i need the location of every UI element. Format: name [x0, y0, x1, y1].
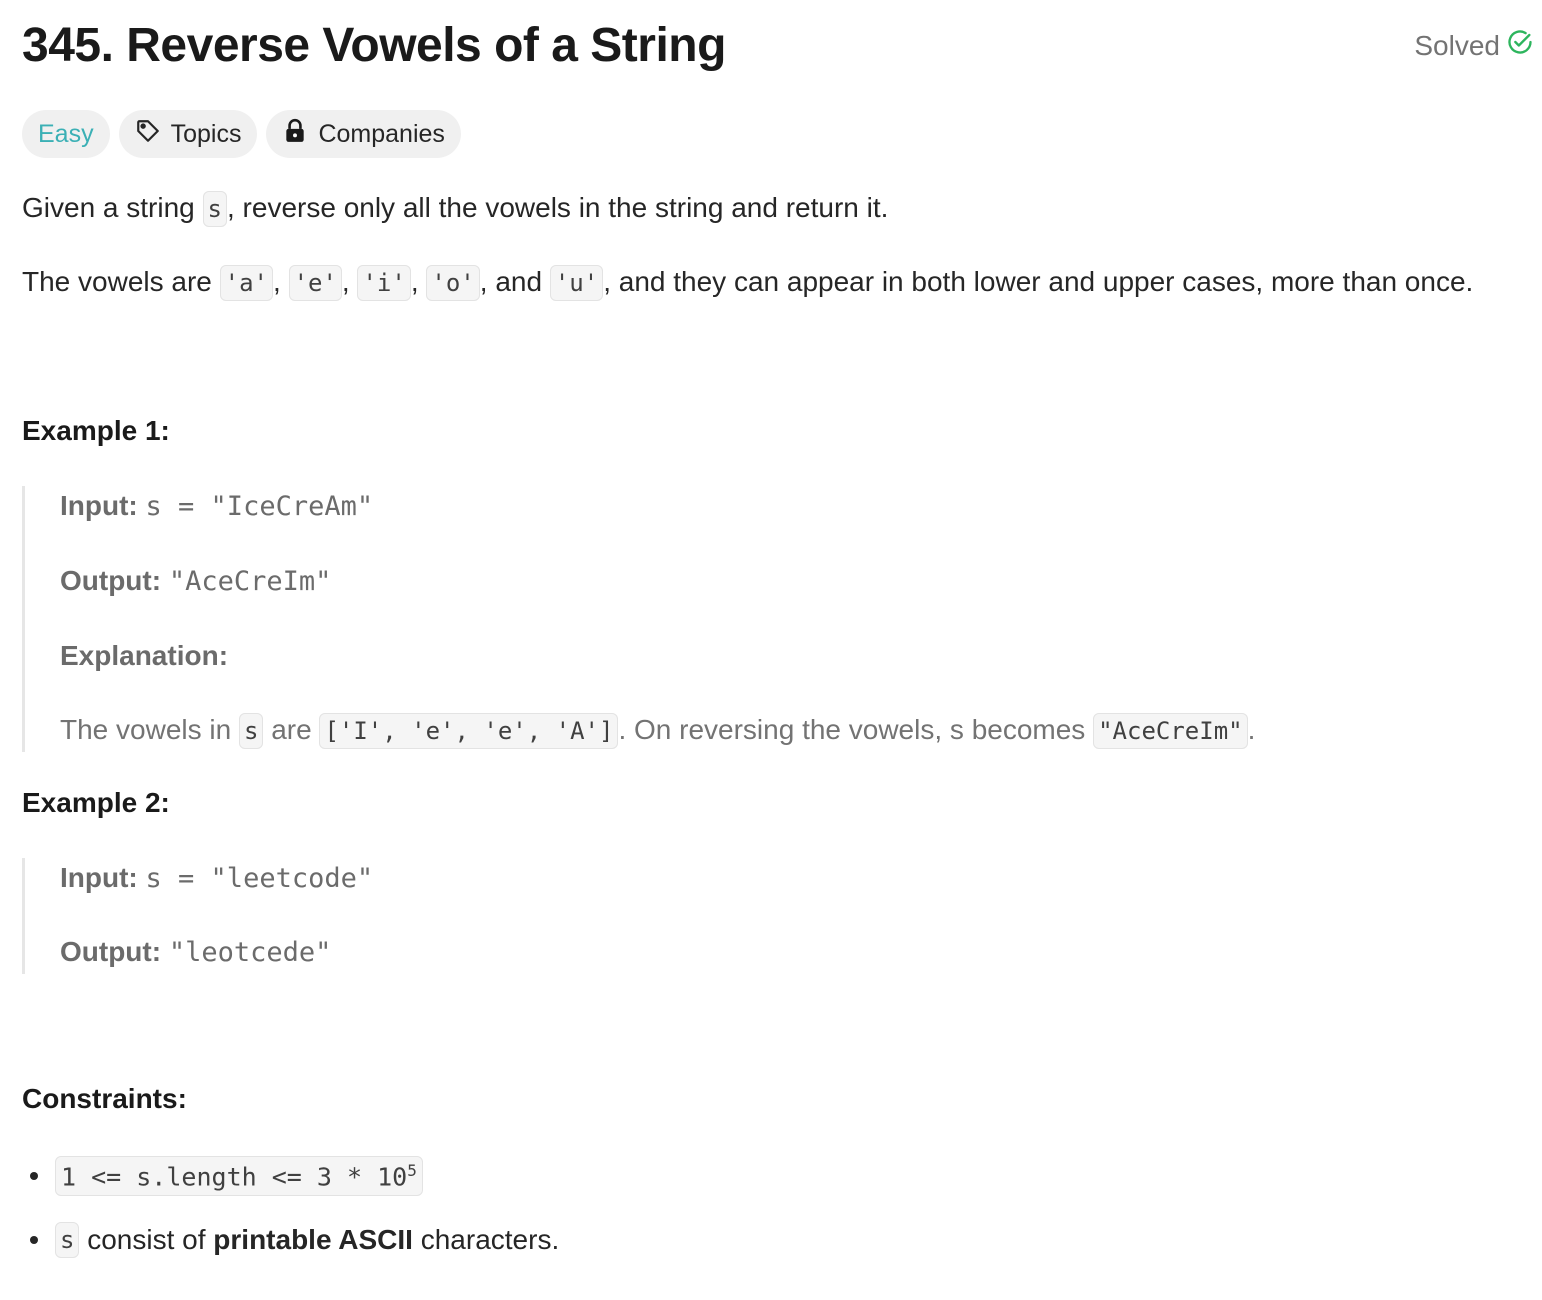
example-2-output [60, 936, 331, 968]
text: The vowels are [22, 266, 220, 297]
solved-label: Solved [1414, 29, 1500, 61]
example-1-block [22, 486, 1256, 752]
input-value: s = "IceCreAm" [145, 491, 374, 522]
bold-text: printable ASCII [213, 1224, 413, 1255]
output-value: "AceCreIm" [168, 566, 332, 597]
inline-code: s [55, 1222, 79, 1258]
inline-code: 'o' [426, 265, 479, 301]
description-paragraph-2 [22, 266, 1473, 298]
example-2-heading: Example 2: [22, 787, 170, 818]
constraint-item [22, 1222, 559, 1258]
inline-code: 'a' [220, 265, 273, 301]
problem-title[interactable]: 345. Reverse Vowels of a String [22, 19, 726, 72]
difficulty-label: Easy [38, 119, 94, 148]
tag-icon [135, 118, 161, 151]
text: , and they can appear in both lower and upper cases, more than once. [603, 266, 1474, 297]
solved-status [1414, 28, 1534, 63]
inline-code: s [239, 713, 263, 749]
topics-button[interactable] [119, 110, 258, 158]
input-label: Input: [60, 862, 138, 893]
inline-code: ['I', 'e', 'e', 'A'] [319, 713, 618, 749]
topics-label: Topics [170, 119, 242, 148]
title-row [22, 18, 1534, 78]
explanation-label: Explanation: [60, 640, 229, 671]
example-1-output [60, 565, 331, 597]
inline-code: 'u' [550, 265, 603, 301]
inline-code: 'e' [289, 265, 342, 301]
inline-code: 'i' [357, 265, 410, 301]
tag-pills [22, 110, 461, 158]
companies-button[interactable] [266, 110, 460, 158]
example-1-heading: Example 1: [22, 415, 170, 446]
text: The vowels in [60, 714, 239, 745]
text: characters. [412, 1224, 560, 1255]
text: , [273, 266, 289, 297]
text: . On reversing the vowels, s becomes [618, 714, 1094, 745]
example-1-input [60, 490, 373, 522]
text: consist of [79, 1224, 214, 1255]
companies-label: Companies [318, 119, 445, 148]
example-1-explanation-label [60, 640, 228, 672]
example-2-block [22, 858, 374, 974]
exponent: 5 [407, 1161, 417, 1180]
bullet-dot [30, 1172, 38, 1180]
inline-code: "AceCreIm" [1093, 713, 1248, 749]
constraint-item [22, 1156, 423, 1196]
constraints-heading: Constraints: [22, 1083, 187, 1114]
text: , [410, 266, 427, 297]
difficulty-badge [22, 110, 110, 158]
example-1-explanation [60, 714, 1255, 746]
constraint-code: 1 <= s.length <= 3 * 10 [61, 1162, 408, 1192]
output-label: Output: [60, 936, 162, 967]
text: , reverse only all the vowels in the string and return it. [226, 192, 889, 223]
text: , [341, 266, 358, 297]
inline-code [55, 1156, 423, 1196]
description-paragraph-1 [22, 192, 888, 224]
inline-code: s [203, 191, 227, 227]
lock-icon [282, 118, 308, 151]
text: Given a string [22, 192, 203, 223]
text: are [263, 714, 320, 745]
output-value: "leotcede" [168, 937, 332, 968]
output-label: Output: [60, 565, 162, 596]
text: , and [479, 266, 550, 297]
bullet-dot [30, 1236, 38, 1244]
text: . [1247, 714, 1256, 745]
example-2-input [60, 862, 373, 894]
input-label: Input: [60, 490, 138, 521]
input-value: s = "leetcode" [145, 863, 374, 894]
check-circle-icon [1506, 28, 1534, 63]
